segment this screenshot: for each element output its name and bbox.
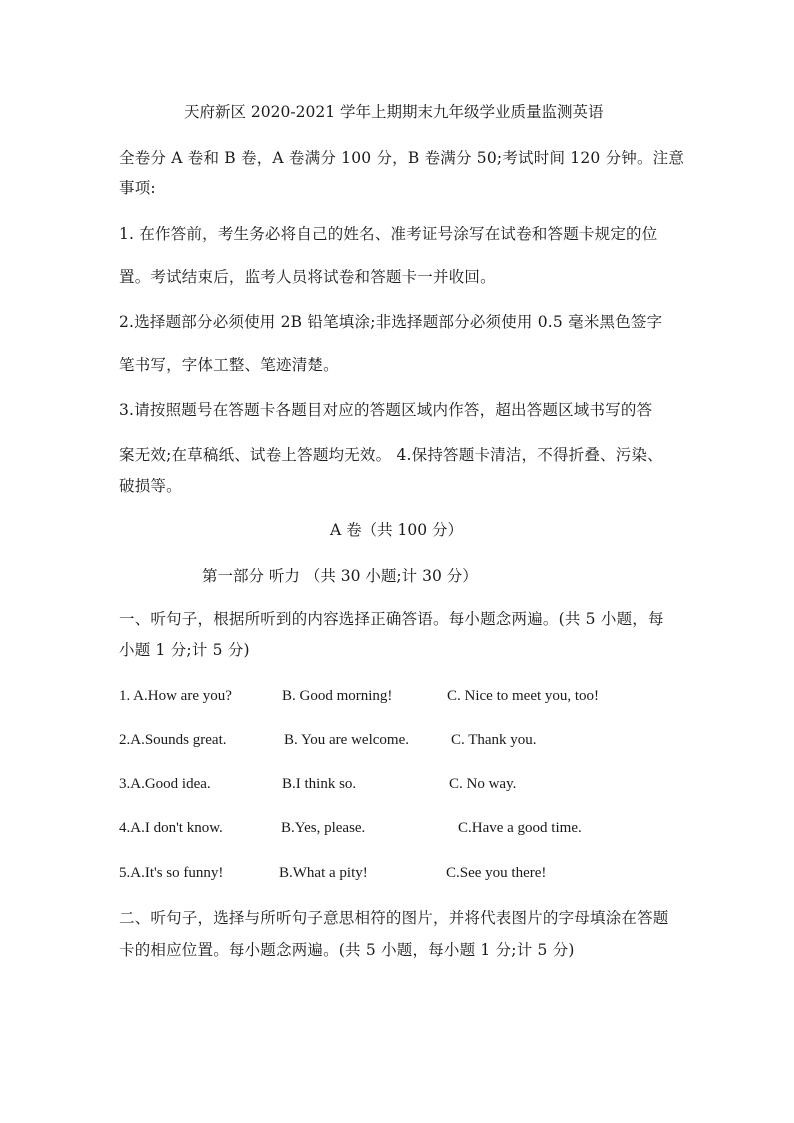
question-4-option-c: C.Have a good time. bbox=[458, 820, 582, 836]
intro-line-2: 事项: bbox=[119, 179, 156, 197]
note-2-line-1: 2.选择题部分必须使用 2B 铅笔填涂;非选择题部分必须使用 0.5 毫米黑色签字 bbox=[119, 313, 663, 331]
question-1-option-b: B. Good morning! bbox=[282, 688, 393, 704]
intro-line-1: 全卷分 A 卷和 B 卷，A 卷满分 100 分，B 卷满分 50;考试时间 120 分钟。注意 bbox=[119, 149, 685, 167]
question-5-option-b: B.What a pity! bbox=[279, 865, 368, 881]
question-5-option-a: 5.A.It's so funny! bbox=[119, 865, 224, 881]
note-3-line-1: 3.请按照题号在答题卡各题目对应的答题区域内作答，超出答题区域书写的答 bbox=[119, 401, 653, 419]
part-1-heading: 第一部分 听力 （共 30 小题;计 30 分） bbox=[202, 567, 478, 585]
note-1-line-1: 1. 在作答前，考生务必将自己的姓名、准考证号涂写在试卷和答题卡规定的位 bbox=[119, 225, 658, 243]
question-3-option-b: B.I think so. bbox=[282, 776, 357, 792]
question-2-option-b: B. You are welcome. bbox=[284, 732, 409, 748]
note-3-line-2: 案无效;在草稿纸、试卷上答题均无效。 4.保持答题卡清洁，不得折叠、污染、 bbox=[119, 446, 663, 464]
question-1-option-c: C. Nice to meet you, too! bbox=[447, 688, 600, 704]
question-2-option-a: 2.A.Sounds great. bbox=[119, 732, 227, 748]
question-4-option-b: B.Yes, please. bbox=[281, 820, 366, 836]
page-title: 天府新区 2020-2021 学年上期期末九年级学业质量监测英语 bbox=[184, 103, 604, 121]
note-3-line-3: 破损等。 bbox=[119, 477, 182, 495]
question-5-option-c: C.See you there! bbox=[446, 865, 547, 881]
note-2-line-2: 笔书写，字体工整、笔迹清楚。 bbox=[119, 356, 339, 374]
question-4-option-a: 4.A.I don't know. bbox=[119, 820, 223, 836]
question-3-option-a: 3.A.Good idea. bbox=[119, 776, 211, 792]
question-3-option-c: C. No way. bbox=[449, 776, 517, 792]
question-2-option-c: C. Thank you. bbox=[451, 732, 537, 748]
question-group-1-line-1: 一、听句子，根据所听到的内容选择正确答语。每小题念两遍。(共 5 小题，每 bbox=[119, 610, 664, 628]
note-1-line-2: 置。考试结束后，监考人员将试卷和答题卡一并收回。 bbox=[119, 268, 496, 286]
question-group-2-line-1: 二、听句子，选择与所听句子意思相符的图片，并将代表图片的字母填涂在答题 bbox=[119, 909, 669, 927]
section-a-heading: A 卷（共 100 分） bbox=[330, 521, 464, 539]
question-group-1-line-2: 小题 1 分;计 5 分) bbox=[119, 641, 250, 659]
question-1-option-a: 1. A.How are you? bbox=[119, 688, 232, 704]
question-group-2-line-2: 卡的相应位置。每小题念两遍。(共 5 小题，每小题 1 分;计 5 分) bbox=[119, 941, 575, 959]
